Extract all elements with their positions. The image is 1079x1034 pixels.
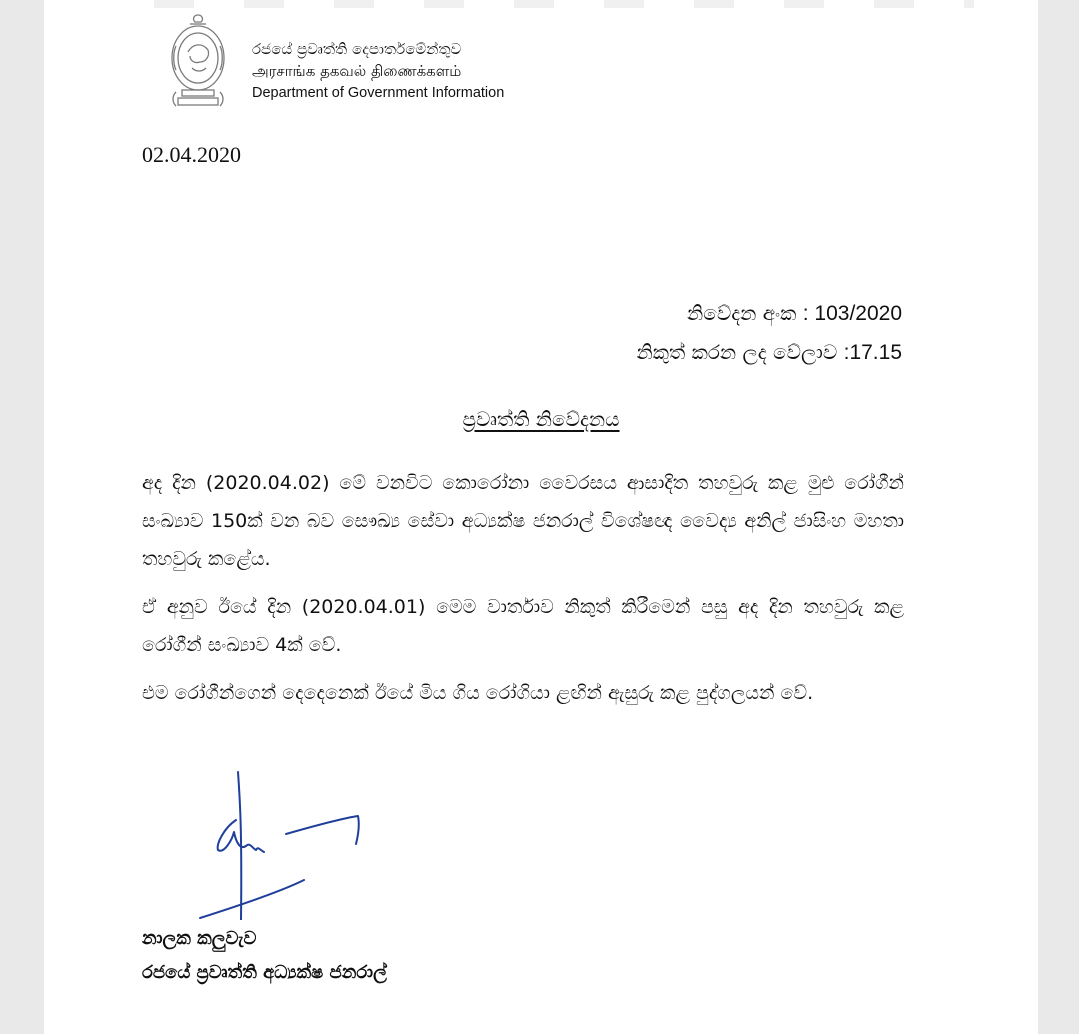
issue-time-label: නිකුත් කරන ලද වේලාව — [636, 340, 838, 364]
body-paragraph: ඒ අනුව ඊයේ දින (2020.04.01) මෙම වාර්තාව නිකුත් කිරීමෙන් පසු අද දින තහවුරු කළ රෝගීන් සංඛ්‍යාව 4ක් වේ. — [142, 596, 904, 656]
scan-artifact — [154, 0, 974, 8]
body-paragraph: අද දින (2020.04.02) මේ වනවිට කොරෝනා වෛරසය ආසාදිත තහවුරු කළ මුළු රෝගීන් සංඛ්‍යාව 150ක් වන බව සෞඛ්‍ය සේවා අධ්‍යක්ෂ ජනරාල් විශේෂඥ වෛද්‍ය අනිල් ජාසිංහ මහතා තහවුරු කළේය. — [142, 472, 904, 570]
handwritten-signature — [194, 770, 374, 920]
notice-number-row — [637, 294, 902, 333]
body-paragraph: එම රෝගීන්ගෙන් දෙදෙනෙක් ඊයේ මිය ගිය රෝගියා ළඟින් ඇසුරු කළ පුද්ගලයන් වේ. — [142, 682, 814, 704]
letterhead-sinhala: රජයේ ප්‍රවෘත්ති දෙපාර්තමේන්තුව — [252, 40, 462, 58]
document-date: 02.04.2020 — [142, 142, 241, 167]
document-page — [44, 0, 1038, 1034]
notice-number-label: නිවේදන අංක — [687, 301, 797, 325]
notice-number-value: : 103/2020 — [802, 302, 902, 325]
government-emblem-icon — [168, 12, 228, 110]
letterhead — [252, 38, 504, 104]
issue-time-value: :17.15 — [843, 341, 902, 364]
issue-time-row — [637, 333, 902, 372]
letterhead-tamil: அரசாங்க தகவல் திணைக்களம் — [252, 62, 462, 80]
signatory-position: රජයේ ප්‍රවෘත්ති අධ්‍යක්ෂ ජනරාල් — [142, 962, 387, 983]
signatory-block — [142, 922, 387, 990]
letterhead-english: Department of Government Information — [252, 85, 505, 101]
signatory-name: නාලක කලුවැව — [142, 928, 257, 949]
document-title: ප්‍රවෘත්ති නිවේදනය — [462, 407, 620, 431]
document-body — [142, 464, 904, 722]
reference-block — [637, 294, 902, 372]
